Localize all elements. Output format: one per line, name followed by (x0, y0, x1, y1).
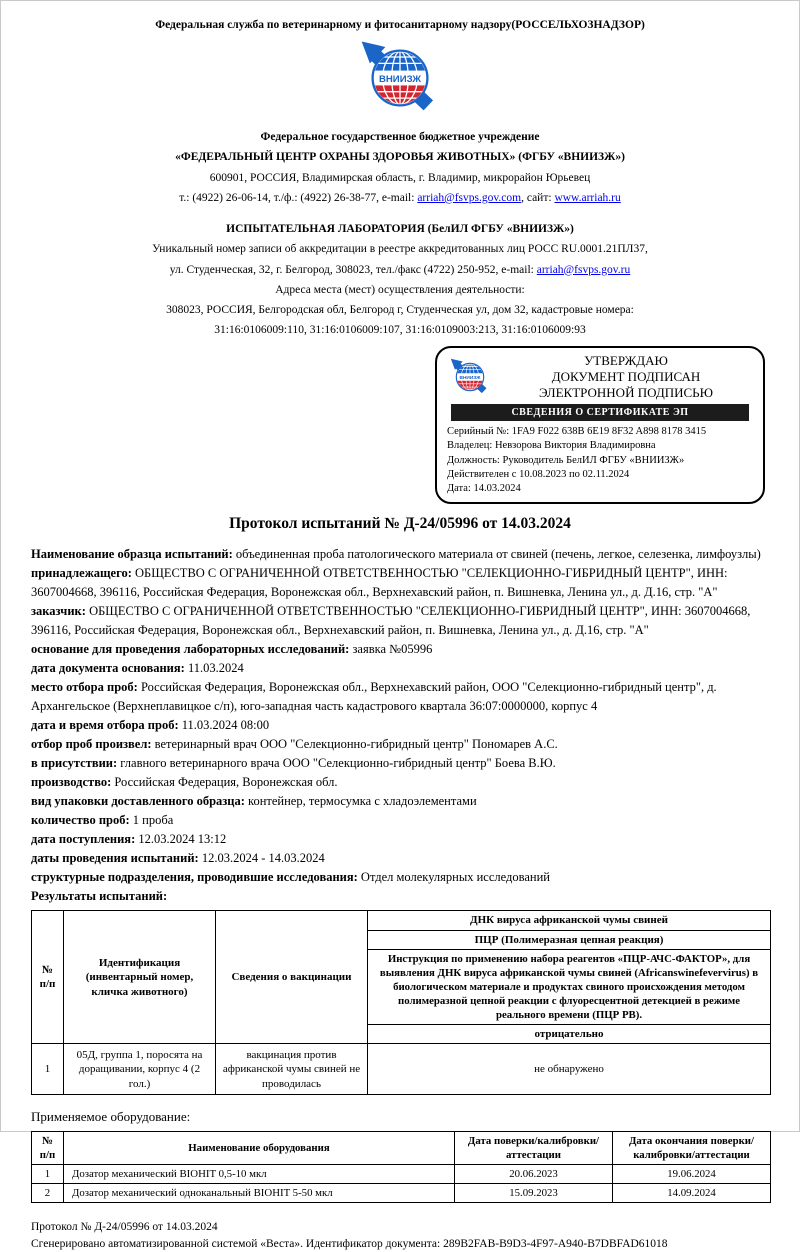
eq-row-date1: 20.06.2023 (455, 1164, 613, 1183)
activity-title: Адреса места (мест) осуществления деятельности: (275, 283, 525, 296)
row-num: 1 (32, 1044, 64, 1095)
cert-serial: Серийный №: 1FA9 F022 638B 6E19 8F32 A898 8178 3415 (447, 426, 707, 438)
detail-label: отбор проб произвел: (31, 737, 152, 752)
detail-sampling-datetime (31, 716, 769, 735)
footer-generated-info: Сгенерировано автоматизированной системой «Веста». Идентификатор документа: 289B2FAB-B9D3-4F97-A940-B7DBFAD61018 (31, 1237, 668, 1250)
detail-label: в присутствии: (31, 756, 118, 771)
detail-witness (31, 754, 769, 773)
detail-value: объединенная проба патологического материала от свиней (печень, легкое, селезенка, лимфоузлы) (235, 547, 761, 562)
detail-label: дата и время отбора проб: (31, 718, 179, 733)
header (31, 17, 769, 207)
eq-col-name: Наименование оборудования (64, 1131, 455, 1164)
detail-label: Наименование образца испытаний: (31, 547, 233, 562)
site-prefix: , сайт: (521, 191, 555, 204)
detail-value: 1 проба (132, 813, 174, 828)
stamp-globe-icon (447, 356, 493, 398)
eq-col-date2: Дата окончания поверки/калибровки/аттестации (613, 1131, 771, 1164)
detail-label: даты проведения испытаний: (31, 851, 199, 866)
detail-received-date (31, 830, 769, 849)
results-table (31, 910, 771, 1095)
equipment-heading: Применяемое оборудование: (31, 1109, 191, 1125)
stamp-approve: УТВЕРЖДАЮ (584, 352, 668, 368)
detail-value: ветеринарный врач ООО "Селекционно-гибридный центр" Пономарев А.С. (154, 737, 558, 752)
footer (31, 1219, 769, 1252)
org-email-link[interactable]: arriah@fsvps.gov.com (417, 191, 522, 204)
logo-text: ВНИИЗЖ (378, 74, 422, 86)
eq-row-name: Дозатор механический BIOHIT 0,5-10 мкл (64, 1164, 455, 1183)
detail-value: 12.03.2024 - 14.03.2024 (201, 851, 325, 866)
stamp-header (499, 353, 753, 402)
eq-row-name: Дозатор механический одноканальный BIOHIT 5-50 мкл (64, 1184, 455, 1203)
certificate-bar: СВЕДЕНИЯ О СЕРТИФИКАТЕ ЭП (451, 404, 749, 421)
detail-test-dates (31, 849, 769, 868)
detail-label: дата документа основания: (31, 661, 185, 676)
detail-departments (31, 868, 769, 887)
detail-label: структурные подразделения, проводившие исследования: (31, 870, 358, 885)
org-contacts (31, 190, 769, 207)
detail-value: контейнер, термосумка с хладоэлементами (248, 794, 477, 809)
activity-address: 308023, РОССИЯ, Белгородская обл, Белгород г, Студенческая ул, дом 32, кадастровые номера: (166, 304, 634, 316)
laboratory-block (31, 221, 769, 340)
detail-label: принадлежащего: (31, 566, 132, 581)
eq-row-num: 1 (32, 1164, 64, 1183)
eq-row-num: 2 (32, 1184, 64, 1203)
eq-col-num: № п/п (32, 1131, 64, 1164)
vniizh-logo (31, 36, 769, 126)
test-name-header: ДНК вируса африканской чумы свиней (368, 911, 771, 930)
detail-customer (31, 602, 769, 640)
stamp-signed-line2: ЭЛЕКТРОННОЙ ПОДПИСЬЮ (539, 385, 713, 400)
org-address: 600901, РОССИЯ, Владимирская область, г. Владимир, микрорайон Юрьевец (209, 171, 591, 184)
detail-label: дата поступления: (31, 832, 136, 847)
detail-production (31, 773, 769, 792)
detail-value: 11.03.2024 (187, 661, 244, 676)
signature-stamp (435, 346, 765, 505)
agency-title: Федеральная служба по ветеринарному и фитосанитарному надзору(РОССЕЛЬХОЗНАДЗОР) (155, 19, 645, 31)
details-section (31, 545, 769, 906)
detail-value: ОБЩЕСТВО С ОГРАНИЧЕННОЙ ОТВЕТСТВЕННОСТЬЮ "СЕЛЕКЦИОННО-ГИБРИДНЫЙ ЦЕНТР", ИНН: 3607004668, 396116, Российская Федерация, Воронежская обл., Верхнехавский район, п. Вишневка, Ленина ул., д. Д.16, стр. "А" (31, 566, 728, 600)
certificate-details (447, 425, 753, 496)
org-type: Федеральное государственное бюджетное учреждение (260, 131, 540, 143)
cadastral-numbers: 31:16:0106009:110, 31:16:0106009:107, 31:16:0109003:213, 31:16:0106009:93 (214, 324, 586, 337)
result-type-header: отрицательно (368, 1025, 771, 1044)
method-description: Инструкция по применению набора реагентов «ПЦР-АЧС-ФАКТОР», для выявления ДНК вируса африканской чумы свиней (Africanswinefevervirus) в биологическом материале и продуктах свиного происхождения методом полимеразной цепной реакции с флуоресцентной детекцией в режиме реального времени (ПЦР РВ). (368, 949, 771, 1024)
detail-label: Результаты испытаний: (31, 889, 168, 904)
globe-arrow-icon (352, 36, 448, 120)
method-group-header: ПЦР (Полимеразная цепная реакция) (368, 930, 771, 949)
cert-date: Дата: 14.03.2024 (447, 482, 521, 494)
detail-packaging (31, 792, 769, 811)
cert-valid: Действителен с 10.08.2023 по 02.11.2024 (447, 468, 630, 480)
row-vaccination: вакцинация против африканской чумы свиней не проводилась (216, 1044, 368, 1095)
detail-basis-date (31, 659, 769, 678)
stamp-signed-line1: ДОКУМЕНТ ПОДПИСАН (551, 368, 701, 384)
detail-sampling-place (31, 678, 769, 716)
table-row (32, 1044, 771, 1095)
detail-basis (31, 640, 769, 659)
equipment-table (31, 1131, 771, 1203)
col-header-identification: Идентификация (инвентарный номер, кличка животного) (64, 911, 216, 1044)
col-header-num: № п/п (32, 911, 64, 1044)
lab-address-text: ул. Студенческая, 32, г. Белгород, 308023, тел./факс (4722) 250-952, e-mail: (169, 263, 537, 276)
org-name: «ФЕДЕРАЛЬНЫЙ ЦЕНТР ОХРАНЫ ЗДОРОВЬЯ ЖИВОТНЫХ» (ФГБУ «ВНИИЗЖ») (175, 151, 625, 164)
cert-owner: Владелец: Невзорова Виктория Владимировна (447, 440, 656, 452)
detail-owner (31, 564, 769, 602)
detail-label: производство: (31, 775, 112, 790)
table-row (32, 1184, 771, 1203)
org-site-link[interactable]: www.arriah.ru (554, 191, 621, 204)
lab-address (31, 262, 769, 279)
detail-label: основание для проведения лабораторных исследований: (31, 642, 350, 657)
lab-title: ИСПЫТАТЕЛЬНАЯ ЛАБОРАТОРИЯ (БелИЛ ФГБУ «ВНИИЗЖ») (226, 223, 574, 235)
detail-value: Российская Федерация, Воронежская обл., Верхнехавский район, ООО "Селекционно-гибридный центр", д. Архангельское (Верхнеплавицкое с/п), юго-западная часть кадастрового квартала 36:07:0000000, корпус 4 (31, 680, 717, 714)
row-result: не обнаружено (368, 1044, 771, 1095)
eq-row-date2: 14.09.2024 (613, 1184, 771, 1203)
lab-accreditation: Уникальный номер записи об аккредитации в реестре аккредитованных лиц РОСС RU.0001.21ПЛ37, (152, 243, 648, 256)
col-header-vaccination: Сведения о вакцинации (216, 911, 368, 1044)
detail-value: Российская Федерация, Воронежская обл. (114, 775, 338, 790)
eq-row-date1: 15.09.2023 (455, 1184, 613, 1203)
detail-label: вид упаковки доставленного образца: (31, 794, 245, 809)
detail-label: место отбора проб: (31, 680, 138, 695)
detail-sample-name (31, 545, 769, 564)
detail-value: 12.03.2024 13:12 (138, 832, 227, 847)
contacts-text: т.: (4922) 26-06-14, т./ф.: (4922) 26-38-77, e-mail: (179, 191, 418, 204)
results-heading (31, 887, 769, 906)
eq-col-date1: Дата поверки/калибровки/аттестации (455, 1131, 613, 1164)
detail-value: ОБЩЕСТВО С ОГРАНИЧЕННОЙ ОТВЕТСТВЕННОСТЬЮ "СЕЛЕКЦИОННО-ГИБРИДНЫЙ ЦЕНТР", ИНН: 3607004668, 396116, Российская Федерация, Воронежская обл., Верхнехавский район, п. Вишневка, Ленина ул., д. Д.16, стр. "А" (31, 604, 751, 638)
page-title: Протокол испытаний № Д-24/05996 от 14.03.2024 (229, 515, 571, 533)
detail-sample-count (31, 811, 769, 830)
detail-sampled-by (31, 735, 769, 754)
detail-label: количество проб: (31, 813, 130, 828)
detail-value: 11.03.2024 08:00 (181, 718, 270, 733)
detail-label: заказчик: (31, 604, 86, 619)
eq-row-date2: 19.06.2024 (613, 1164, 771, 1183)
detail-value: заявка №05996 (352, 642, 433, 657)
row-identification: 05Д, группа 1, поросята на доращивании, корпус 4 (2 гол.) (64, 1044, 216, 1095)
cert-position: Должность: Руководитель БелИЛ ФГБУ «ВНИИЗЖ» (447, 454, 685, 466)
lab-email-link[interactable]: arriah@fsvps.gov.ru (536, 263, 631, 276)
detail-value: Отдел молекулярных исследований (360, 870, 550, 885)
detail-value: главного ветеринарного врача ООО "Селекционно-гибридный центр" Боева В.Ю. (120, 756, 556, 771)
footer-protocol-number: Протокол № Д-24/05996 от 14.03.2024 (31, 1221, 218, 1234)
table-row (32, 1164, 771, 1183)
